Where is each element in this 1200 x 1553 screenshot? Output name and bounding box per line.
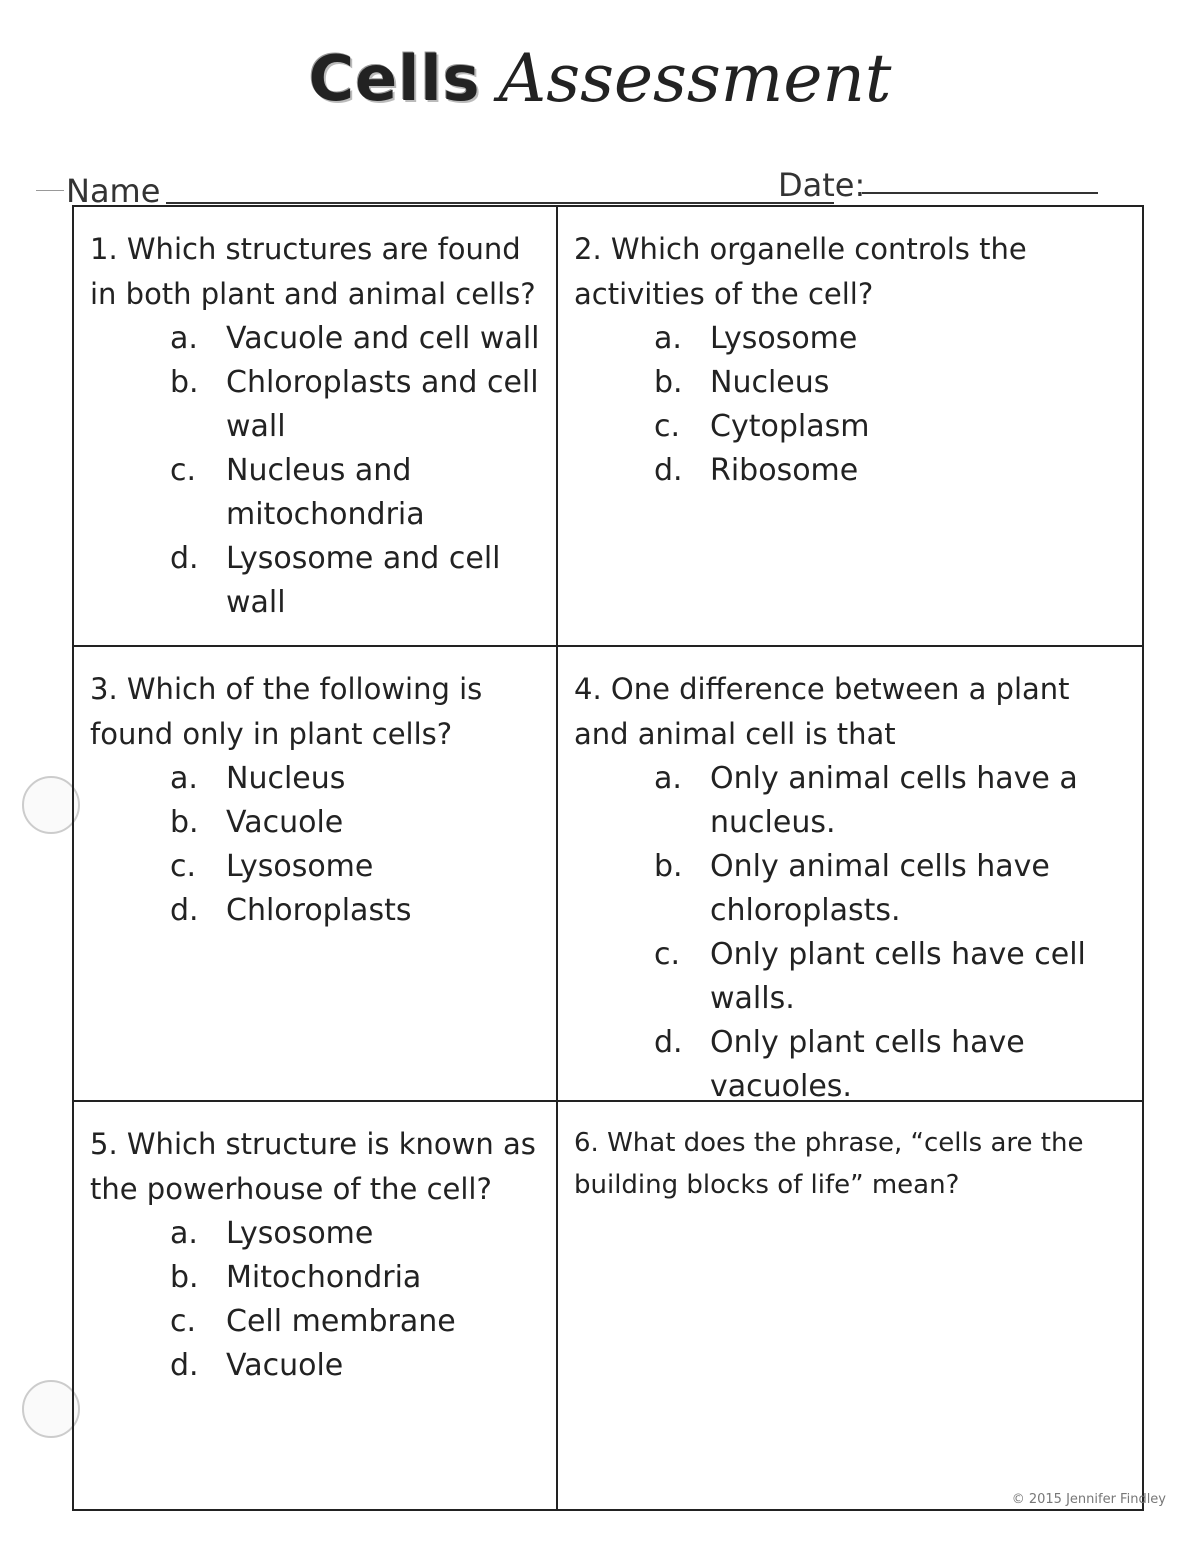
- answer-options: [90, 757, 542, 933]
- name-date-row: [66, 166, 1106, 210]
- question-text: 6. What does the phrase, “cells are the building blocks of life” mean?: [574, 1128, 1084, 1200]
- option-letter: b.: [170, 365, 199, 400]
- option-text: Ribosome: [710, 453, 859, 488]
- name-label: Name: [66, 172, 161, 210]
- answer-option[interactable]: [170, 1300, 542, 1344]
- option-text: Vacuole: [226, 1348, 344, 1383]
- answer-option[interactable]: [170, 361, 542, 449]
- option-text: Mitochondria: [226, 1260, 422, 1295]
- answer-option[interactable]: [170, 801, 542, 845]
- answer-option[interactable]: [170, 317, 542, 361]
- name-field[interactable]: [166, 202, 834, 204]
- option-letter: d.: [654, 453, 683, 488]
- copyright-notice: © 2015 Jennifer Findley: [1011, 1492, 1166, 1507]
- option-text: Only plant cells have cell walls.: [710, 937, 1086, 1016]
- question-text: 3. Which of the following is found only in plant cells?: [90, 672, 483, 751]
- option-text: Only animal cells have a nucleus.: [710, 761, 1078, 840]
- answer-option[interactable]: [170, 537, 542, 625]
- option-text: Chloroplasts and cell wall: [226, 365, 539, 444]
- option-text: Lysosome and cell wall: [226, 541, 501, 620]
- option-letter: a.: [170, 321, 198, 356]
- question-cell-4: [558, 647, 1142, 1102]
- question-cell-3: [74, 647, 558, 1102]
- option-letter: c.: [170, 453, 197, 488]
- answer-option[interactable]: [170, 1212, 542, 1256]
- option-text: Only plant cells have vacuoles.: [710, 1025, 1025, 1104]
- answer-option[interactable]: [654, 933, 1128, 1021]
- question-text: 4. One difference between a plant and animal cell is that: [574, 672, 1070, 751]
- option-text: Chloroplasts: [226, 893, 412, 928]
- option-letter: c.: [654, 937, 681, 972]
- answer-option[interactable]: [654, 757, 1128, 845]
- answer-option[interactable]: [654, 1021, 1128, 1109]
- option-letter: b.: [654, 365, 683, 400]
- question-cell-6[interactable]: [558, 1102, 1142, 1509]
- option-text: Nucleus: [226, 761, 346, 796]
- option-letter: a.: [170, 761, 198, 796]
- answer-option[interactable]: [170, 757, 542, 801]
- option-letter: c.: [654, 409, 681, 444]
- question-cell-2: [558, 207, 1142, 647]
- question-text: 5. Which structure is known as the powerhouse of the cell?: [90, 1127, 536, 1206]
- page-title: [0, 40, 1200, 117]
- option-text: Only animal cells have chloroplasts.: [710, 849, 1050, 928]
- option-letter: a.: [654, 761, 682, 796]
- answer-options: [574, 757, 1128, 1109]
- option-letter: d.: [654, 1025, 683, 1060]
- option-letter: a.: [170, 1216, 198, 1251]
- answer-options: [574, 317, 1128, 493]
- option-letter: c.: [170, 849, 197, 884]
- option-text: Nucleus: [710, 365, 830, 400]
- question-cell-5: [74, 1102, 558, 1509]
- option-letter: d.: [170, 1348, 199, 1383]
- answer-option[interactable]: [654, 845, 1128, 933]
- option-text: Vacuole: [226, 805, 344, 840]
- answer-option[interactable]: [170, 889, 542, 933]
- question-grid: [72, 205, 1144, 1511]
- title-main: Cells: [308, 42, 481, 115]
- binder-mark: [36, 190, 64, 191]
- answer-option[interactable]: [170, 1344, 542, 1388]
- option-text: Nucleus and mitochondria: [226, 453, 425, 532]
- option-text: Lysosome: [226, 849, 374, 884]
- title-script: Assessment: [498, 40, 892, 117]
- option-letter: c.: [170, 1304, 197, 1339]
- answer-option[interactable]: [654, 449, 1128, 493]
- date-label: Date:: [778, 166, 866, 204]
- answer-option[interactable]: [654, 317, 1128, 361]
- date-field[interactable]: [862, 192, 1098, 194]
- option-letter: a.: [654, 321, 682, 356]
- question-cell-1: [74, 207, 558, 647]
- option-letter: b.: [170, 1260, 199, 1295]
- option-letter: d.: [170, 893, 199, 928]
- answer-option[interactable]: [654, 405, 1128, 449]
- option-letter: d.: [170, 541, 199, 576]
- option-letter: b.: [170, 805, 199, 840]
- answer-option[interactable]: [170, 845, 542, 889]
- answer-option[interactable]: [170, 449, 542, 537]
- answer-option[interactable]: [654, 361, 1128, 405]
- question-text: 1. Which structures are found in both plant and animal cells?: [90, 232, 536, 311]
- option-text: Cell membrane: [226, 1304, 456, 1339]
- answer-option[interactable]: [170, 1256, 542, 1300]
- question-text: 2. Which organelle controls the activities of the cell?: [574, 232, 1027, 311]
- answer-options: [90, 317, 542, 625]
- answer-options: [90, 1212, 542, 1388]
- option-text: Vacuole and cell wall: [226, 321, 540, 356]
- option-letter: b.: [654, 849, 683, 884]
- option-text: Lysosome: [710, 321, 858, 356]
- option-text: Cytoplasm: [710, 409, 870, 444]
- option-text: Lysosome: [226, 1216, 374, 1251]
